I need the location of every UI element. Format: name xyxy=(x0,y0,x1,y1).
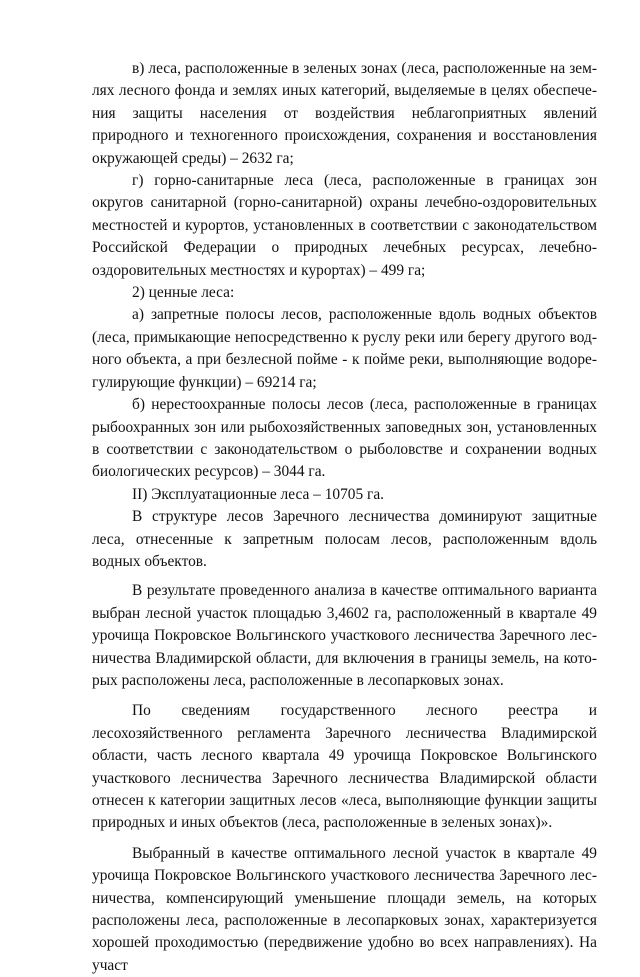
paragraph-protected-strips: а) запретные полосы лесов, расположенные вдоль водных объектов (леса, примыкающие непосредственно к руслу реки или берегу другого водного объекта, а при безлесной пойме - к пойме реки, выполняющие водорегулирующие функции) – 69214 га; xyxy=(92,306,597,391)
paragraph-spawning-strips: б) нерестоохранные полосы лесов (леса, расположенные в границах рыбоохранных зон или рыбохозяйственных заповедных зон, установленных в соответствии с законодательством о рыболовстве и сохранении водных биологических ресурсов) – 3044 га. xyxy=(92,396,597,481)
paragraph-forest-structure: В структуре лесов Заречного лесничества доминируют защитные леса, отнесенные к запретным полосам лесов, расположенным вдоль водных объектов. xyxy=(92,508,597,570)
paragraph-valuable-forests: 2) ценные леса: xyxy=(132,284,235,302)
paragraph-selected-plot: Выбранный в качестве оптимального лесной участок в квартале 49 урочища Покровское Вольгинского участкового лесничества Заречного лесничества, компенсирующий уменьшение площади земель, на которых расположены леса, расположенные в лесопарковых зонах, характеризуется хорошей проходимостью (передвижение удобно во всех направлениях). На участ xyxy=(92,844,597,974)
document-page xyxy=(92,58,597,977)
paragraph-analysis-result: В результате проведенного анализа в качестве оптимального варианта выбран лесной участок площадью 3,4602 га, расположенный в квартале 49 урочища Покровское Вольгинского участкового лесничества Заречного лесничества Владимирской области, для включения в границы земель, на которых расположены леса, расположенные в лесопарковых зонах. xyxy=(92,582,597,689)
paragraph-green-zones: в) леса, расположенные в зеленых зонах (леса, расположенные на землях лесного фонда и землях иных категорий, выделяемые в целях обеспечения защиты населения от воздействия неблагоприятных явлений природного и техногенного происхождения, сохранения и восстановления окружающей среды) – 2632 га; xyxy=(92,60,597,167)
paragraph-mountain-sanitary: г) горно-санитарные леса (леса, расположенные в границах зон округов санитарной (горно-санитарной) охраны лечебно-оздоровительных местностей и курортов, установленных в соответствии с законодательством Российской Федерации о природных лечебных ресурсах, лечебно-оздоровительных местностях и курортах) – 499 га; xyxy=(92,172,597,279)
paragraph-operational-forests: II) Эксплуатационные леса – 10705 га. xyxy=(132,485,385,503)
paragraph-registry-info: По сведениям государственного лесного реестра и лесохозяйственного регламента Заречного лесничества Владимирской области, часть лесного квартала 49 урочища Покровское Вольгинского участкового лесничества Заречного лесничества Владимирской области отнесен к категории защитных лесов «леса, выполняющие функции защиты природных и иных объектов (леса, расположенные в зеленых зонах)». xyxy=(92,702,597,832)
